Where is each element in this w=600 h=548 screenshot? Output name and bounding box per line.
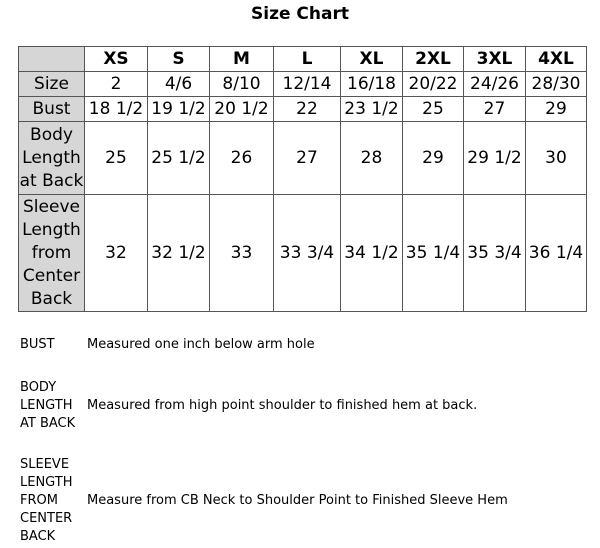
table-cell: 28/30 xyxy=(526,72,587,97)
table-cell: 19 1/2 xyxy=(148,97,210,122)
table-cell: 20/22 xyxy=(403,72,464,97)
note-definition: Measure from CB Neck to Shoulder Point to Finished Sleeve Hem xyxy=(87,493,508,508)
table-cell: 32 1/2 xyxy=(148,195,210,312)
column-header: M xyxy=(210,47,274,72)
table-row-size xyxy=(19,72,587,97)
table-cell: 29 1/2 xyxy=(464,122,526,195)
table-cell: 18 1/2 xyxy=(85,97,148,122)
row-header: Body Length at Back xyxy=(19,122,85,195)
row-header: Sleeve Length from Center Back xyxy=(19,195,85,312)
table-cell: 33 xyxy=(210,195,274,312)
table-cell: 4/6 xyxy=(148,72,210,97)
note-term: BUST xyxy=(20,337,55,352)
table-cell: 27 xyxy=(274,122,341,195)
note-term: SLEEVE LENGTH FROM CENTER BACK xyxy=(20,457,73,544)
measurement-notes xyxy=(20,336,600,548)
table-cell: 35 1/4 xyxy=(403,195,464,312)
table-row-sleeve-length xyxy=(19,195,587,312)
table-cell: 22 xyxy=(274,97,341,122)
table-cell: 26 xyxy=(210,122,274,195)
note-definition: Measured from high point shoulder to finished hem at back. xyxy=(87,398,478,413)
column-header: S xyxy=(148,47,210,72)
column-header: 2XL xyxy=(403,47,464,72)
table-cell: 30 xyxy=(526,122,587,195)
size-chart-table xyxy=(18,46,587,312)
column-header: XL xyxy=(341,47,403,72)
table-cell: 33 3/4 xyxy=(274,195,341,312)
row-header: Bust xyxy=(19,97,85,122)
table-cell: 35 3/4 xyxy=(464,195,526,312)
table-cell: 2 xyxy=(85,72,148,97)
column-header: XS xyxy=(85,47,148,72)
table-cell: 36 1/4 xyxy=(526,195,587,312)
table-cell: 29 xyxy=(526,97,587,122)
table-row-body-length xyxy=(19,122,587,195)
note-term: BODY LENGTH AT BACK xyxy=(20,380,76,431)
column-header: L xyxy=(274,47,341,72)
table-row-bust xyxy=(19,97,587,122)
table-cell: 34 1/2 xyxy=(341,195,403,312)
table-cell: 24/26 xyxy=(464,72,526,97)
table-cell: 32 xyxy=(85,195,148,312)
table-cell: 20 1/2 xyxy=(210,97,274,122)
table-cell: 8/10 xyxy=(210,72,274,97)
header-row xyxy=(19,47,587,72)
table-cell: 25 1/2 xyxy=(148,122,210,195)
corner-cell xyxy=(19,47,85,72)
column-header: 4XL xyxy=(526,47,587,72)
table-cell: 25 xyxy=(85,122,148,195)
page-title: Size Chart xyxy=(251,4,349,24)
table-cell: 28 xyxy=(341,122,403,195)
table-cell: 27 xyxy=(464,97,526,122)
table-cell: 29 xyxy=(403,122,464,195)
note-definition: Measured one inch below arm hole xyxy=(87,337,315,352)
table-cell: 23 1/2 xyxy=(341,97,403,122)
column-header: 3XL xyxy=(464,47,526,72)
table-cell: 16/18 xyxy=(341,72,403,97)
row-header: Size xyxy=(19,72,85,97)
table-cell: 12/14 xyxy=(274,72,341,97)
table-cell: 25 xyxy=(403,97,464,122)
